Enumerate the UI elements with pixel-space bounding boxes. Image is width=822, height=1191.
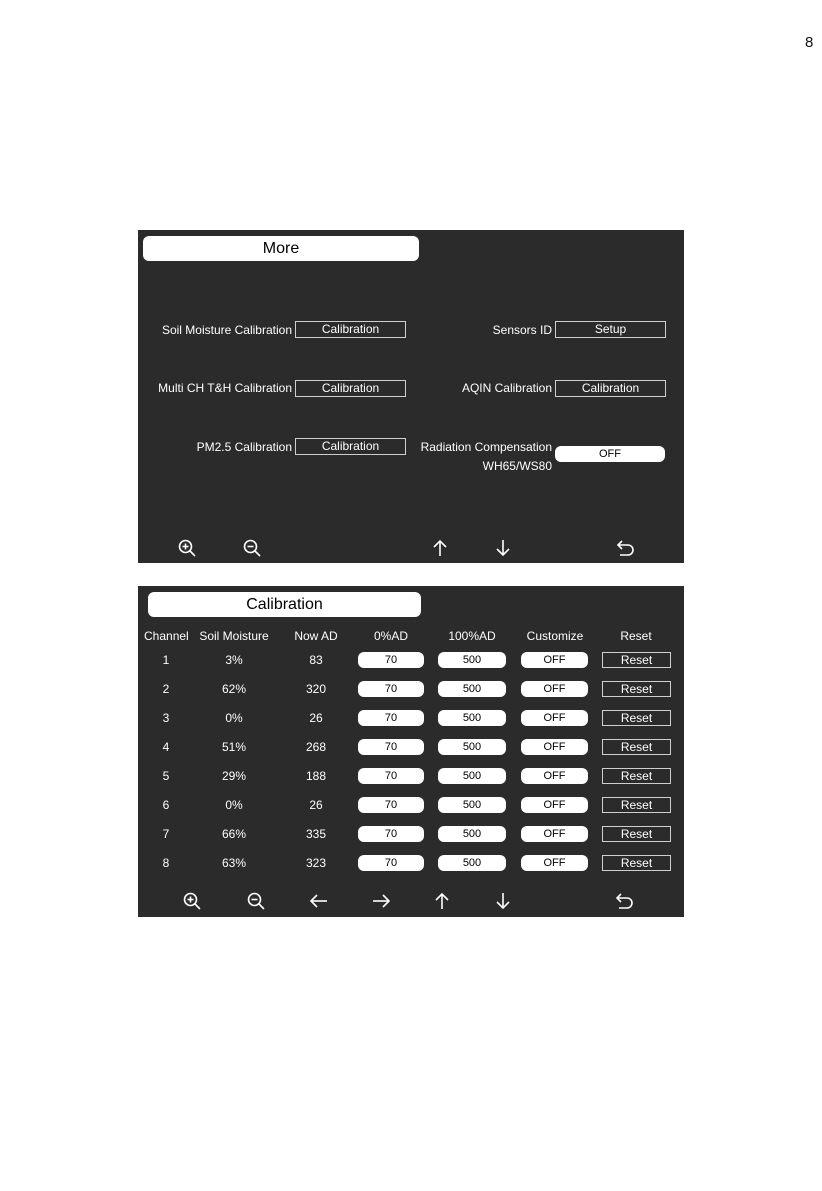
- soil-moisture-cell: 29%: [221, 769, 247, 783]
- calibration-screen: [138, 586, 684, 917]
- ad0-input[interactable]: 70: [358, 797, 424, 813]
- pm25-calibration-button[interactable]: Calibration: [295, 438, 406, 455]
- ad100-input[interactable]: 500: [438, 739, 506, 755]
- soil-moisture-cell: 51%: [221, 740, 247, 754]
- reset-button[interactable]: Reset: [602, 855, 671, 871]
- arrow-down-icon[interactable]: [492, 537, 514, 559]
- now-ad-cell: 26: [309, 798, 323, 812]
- page-title: More: [143, 236, 419, 261]
- reset-button[interactable]: Reset: [602, 681, 671, 697]
- more-screen: [138, 230, 684, 563]
- ad100-input[interactable]: 500: [438, 826, 506, 842]
- ad0-input[interactable]: 70: [358, 768, 424, 784]
- ad0-input[interactable]: 70: [358, 826, 424, 842]
- channel-cell: 2: [162, 682, 170, 696]
- zoom-out-icon[interactable]: [241, 537, 263, 559]
- ad0-input[interactable]: 70: [358, 855, 424, 871]
- column-header-channel: Channel: [144, 629, 189, 643]
- pm25-calibration-label: PM2.5 Calibration: [196, 440, 292, 454]
- reset-button[interactable]: Reset: [602, 826, 671, 842]
- column-header-100ad: 100%AD: [448, 629, 496, 643]
- back-icon[interactable]: [614, 890, 636, 912]
- multi-ch-th-calibration-button[interactable]: Calibration: [295, 380, 406, 397]
- now-ad-cell: 335: [305, 827, 327, 841]
- channel-cell: 7: [162, 827, 170, 841]
- customize-toggle[interactable]: OFF: [521, 710, 588, 726]
- zoom-out-icon[interactable]: [245, 890, 267, 912]
- column-header-reset: Reset: [620, 629, 652, 643]
- multi-ch-th-calibration-label: Multi CH T&H Calibration: [158, 381, 292, 395]
- now-ad-cell: 268: [305, 740, 327, 754]
- channel-cell: 8: [162, 856, 170, 870]
- radiation-compensation-label: Radiation Compensation: [420, 440, 552, 454]
- page-title: Calibration: [148, 592, 421, 617]
- aqin-calibration-label: AQIN Calibration: [461, 381, 552, 395]
- soil-moisture-cell: 63%: [221, 856, 247, 870]
- ad0-input[interactable]: 70: [358, 710, 424, 726]
- arrow-up-icon[interactable]: [429, 537, 451, 559]
- ad100-input[interactable]: 500: [438, 710, 506, 726]
- radiation-compensation-sublabel: WH65/WS80: [482, 459, 552, 473]
- column-header-now-ad: Now AD: [294, 629, 338, 643]
- now-ad-cell: 188: [305, 769, 327, 783]
- reset-button[interactable]: Reset: [602, 652, 671, 668]
- ad100-input[interactable]: 500: [438, 681, 506, 697]
- reset-button[interactable]: Reset: [602, 768, 671, 784]
- arrow-right-icon[interactable]: [370, 890, 392, 912]
- customize-toggle[interactable]: OFF: [521, 855, 588, 871]
- sensors-id-setup-button[interactable]: Setup: [555, 321, 666, 338]
- soil-moisture-cell: 62%: [221, 682, 247, 696]
- ad100-input[interactable]: 500: [438, 652, 506, 668]
- customize-toggle[interactable]: OFF: [521, 681, 588, 697]
- customize-toggle[interactable]: OFF: [521, 739, 588, 755]
- aqin-calibration-button[interactable]: Calibration: [555, 380, 666, 397]
- column-header-0ad: 0%AD: [373, 629, 408, 643]
- back-icon[interactable]: [615, 537, 637, 559]
- ad100-input[interactable]: 500: [438, 768, 506, 784]
- now-ad-cell: 323: [305, 856, 327, 870]
- page-number: 8: [805, 34, 814, 51]
- arrow-left-icon[interactable]: [308, 890, 330, 912]
- ad100-input[interactable]: 500: [438, 855, 506, 871]
- soil-moisture-calibration-label: Soil Moisture Calibration: [161, 323, 292, 337]
- column-header-customize: Customize: [526, 629, 584, 643]
- reset-button[interactable]: Reset: [602, 710, 671, 726]
- now-ad-cell: 83: [309, 653, 323, 667]
- channel-cell: 4: [162, 740, 170, 754]
- soil-moisture-cell: 66%: [221, 827, 247, 841]
- customize-toggle[interactable]: OFF: [521, 652, 588, 668]
- sensors-id-label: Sensors ID: [492, 323, 552, 337]
- column-header-soil-moisture: Soil Moisture: [199, 629, 269, 643]
- now-ad-cell: 320: [305, 682, 327, 696]
- channel-cell: 6: [162, 798, 170, 812]
- ad0-input[interactable]: 70: [358, 652, 424, 668]
- soil-moisture-cell: 0%: [225, 798, 243, 812]
- channel-cell: 3: [162, 711, 170, 725]
- soil-moisture-calibration-button[interactable]: Calibration: [295, 321, 406, 338]
- reset-button[interactable]: Reset: [602, 797, 671, 813]
- zoom-in-icon[interactable]: [181, 890, 203, 912]
- ad100-input[interactable]: 500: [438, 797, 506, 813]
- ad0-input[interactable]: 70: [358, 681, 424, 697]
- ad0-input[interactable]: 70: [358, 739, 424, 755]
- arrow-down-icon[interactable]: [492, 890, 514, 912]
- arrow-up-icon[interactable]: [431, 890, 453, 912]
- customize-toggle[interactable]: OFF: [521, 797, 588, 813]
- customize-toggle[interactable]: OFF: [521, 826, 588, 842]
- channel-cell: 5: [162, 769, 170, 783]
- channel-cell: 1: [162, 653, 170, 667]
- reset-button[interactable]: Reset: [602, 739, 671, 755]
- zoom-in-icon[interactable]: [176, 537, 198, 559]
- soil-moisture-cell: 3%: [225, 653, 243, 667]
- now-ad-cell: 26: [309, 711, 323, 725]
- customize-toggle[interactable]: OFF: [521, 768, 588, 784]
- radiation-compensation-toggle[interactable]: OFF: [555, 446, 665, 462]
- soil-moisture-cell: 0%: [225, 711, 243, 725]
